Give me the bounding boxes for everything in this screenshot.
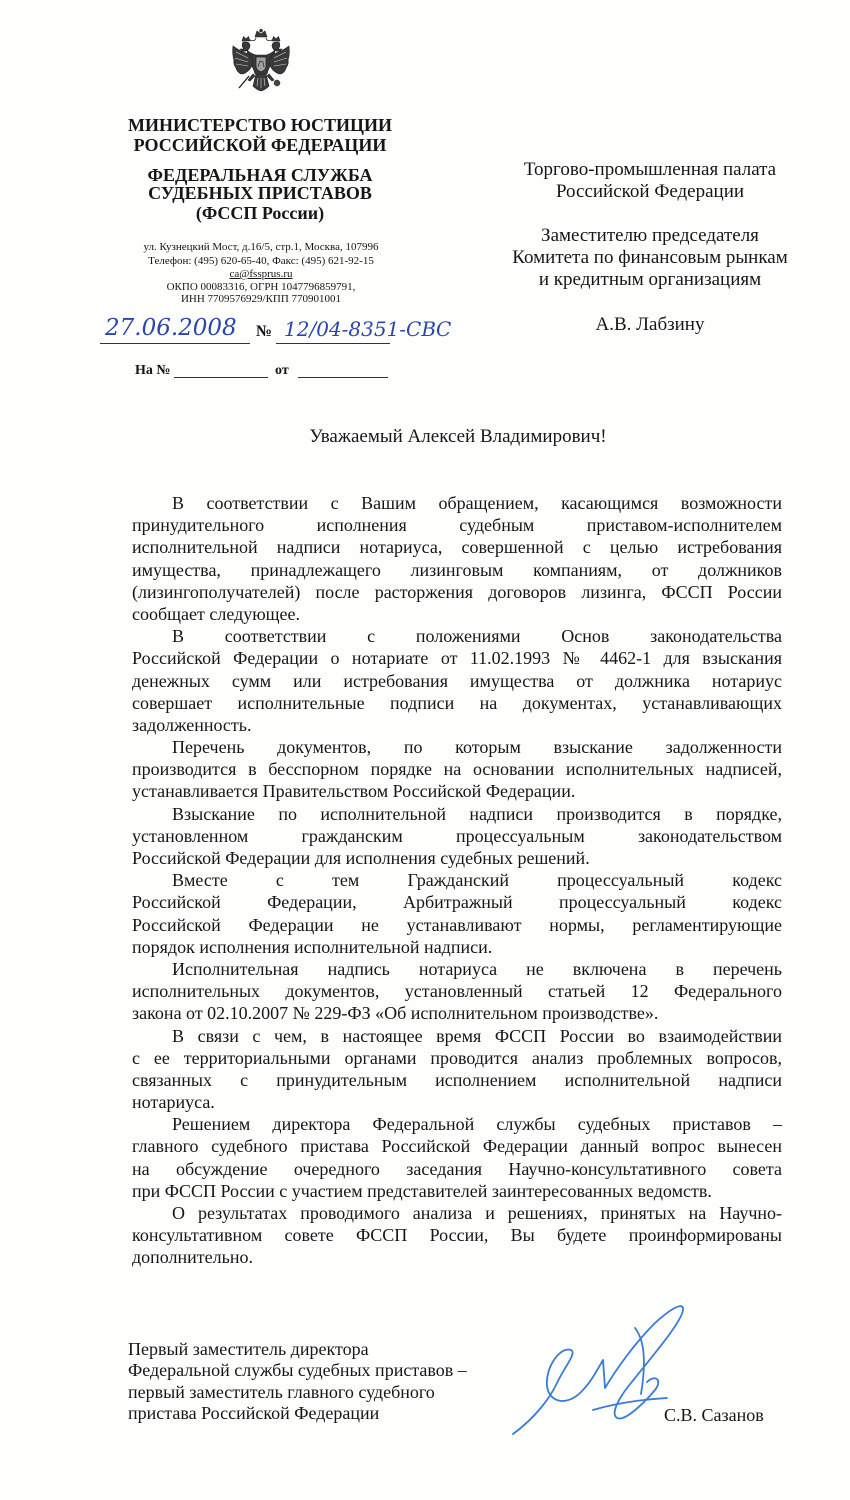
service-line: СУДЕБНЫХ ПРИСТАВОВ (148, 183, 372, 203)
service-line: ФЕДЕРАЛЬНАЯ СЛУЖБА (147, 165, 373, 185)
text-line: Вместе с тем Гражданский процессуальный кодекс (172, 870, 782, 891)
text-line: установленном гражданским процессуальным законодательством (132, 825, 782, 846)
date-underline (100, 343, 250, 344)
text-line: при ФССП России с участием представителей заинтересованных ведомств. (132, 1180, 712, 1201)
text-line: консультативном совете ФССП России, Вы будете проинформированы (132, 1225, 782, 1246)
recipient-name: А.В. Лабзину (595, 314, 705, 335)
number-underline (276, 343, 390, 344)
coat-of-arms-icon (229, 28, 293, 98)
text-line: производится в бесспорном порядке на основании исполнительных надписей, (132, 759, 782, 780)
text-line: на обсуждение очередного заседания Научно-консультативного совета (132, 1158, 782, 1179)
letter-body (132, 492, 782, 1269)
sender-email-row (108, 268, 414, 281)
text-line: (лизингополучателей) после расторжения договоров лизинга, ФССП России (132, 581, 782, 602)
ministry-line: РОССИЙСКОЙ ФЕДЕРАЦИИ (133, 135, 387, 155)
text-line: принудительного исполнения судебным приставом-исполнителем (132, 515, 782, 536)
salutation: Уважаемый Алексей Владимирович! (309, 426, 607, 447)
text-line: О результатах проводимого анализа и решениях, принятых на Научно- (172, 1203, 782, 1223)
recipient-organization: Торгово-промышленная палата (523, 159, 777, 180)
body-paragraph (132, 1113, 782, 1202)
recipient-organization: Российской Федерации (555, 181, 745, 202)
text-line: устанавливается Правительством Российской Федерации. (132, 781, 576, 802)
reference-date-label: от (275, 363, 289, 378)
sender-address: ул. Кузнецкий Мост, д.16/5, стр.1, Москва, 107996 (143, 241, 379, 253)
body-paragraph (132, 625, 782, 736)
sender-codes-line: ОКПО 00083316, ОГРН 1047796859791, (166, 281, 356, 293)
text-line: закона от 02.10.2007 № 229-ФЗ «Об исполнительном производстве». (132, 1003, 659, 1024)
reference-date-blank (298, 377, 388, 378)
signatory-title-line: Федеральной службы судебных приставов – (128, 1360, 467, 1380)
text-line: Исполнительная надпись нотариуса не включена в перечень (172, 958, 782, 979)
signatory-title-line: первый заместитель главного судебного (128, 1382, 435, 1402)
text-line: главного судебного пристава Российской Федерации данный вопрос вынесен (132, 1136, 782, 1157)
text-line: дополнительно. (132, 1247, 253, 1268)
body-paragraph (132, 958, 782, 1025)
sender-codes-line: ИНН 7709576929/КПП 770901001 (180, 293, 342, 305)
text-line: исполнительной надписи нотариуса, совершенной с целью истребования (132, 537, 782, 558)
text-line: совершает исполнительные подписи на документах, устанавливающих (132, 692, 782, 713)
reference-number-label: На № (135, 363, 171, 378)
text-line: порядок исполнения исполнительной надписи. (132, 936, 493, 957)
text-line: нотариуса. (132, 1092, 215, 1113)
recipient-position: Заместителю председателя (541, 225, 759, 246)
text-line: сообщает следующее. (132, 603, 301, 624)
text-line: с ее территориальными органами проводится анализ проблемных вопросов, (132, 1047, 782, 1068)
body-paragraph (132, 1025, 782, 1114)
body-paragraph (132, 1202, 782, 1269)
body-paragraph (132, 736, 782, 803)
text-line: Российской Федерации не устанавливают нормы, регламентирующие (132, 914, 782, 935)
body-paragraph (132, 869, 782, 958)
text-line: Решением директора Федеральной службы судебных приставов – (172, 1114, 782, 1135)
text-line: связанных с принудительным исполнением исполнительной надписи (132, 1069, 782, 1090)
outgoing-date: 27.06.2008 (105, 315, 237, 341)
text-line: Российской Федерации для исполнения судебных решений. (132, 848, 590, 868)
signatory-title-line: Первый заместитель директора (128, 1339, 369, 1359)
text-line: денежных сумм или истребования имущества от должника нотариус (132, 670, 782, 691)
text-line: В соответствии с Вашим обращением, касающимся возможности (172, 493, 782, 513)
outgoing-number: 12/04-8351-СВС (284, 317, 452, 341)
text-line: исполнительных документов, установленный статьей 12 Федерального (132, 981, 782, 1002)
text-line: Перечень документов, по которым взыскание задолженности (172, 737, 782, 758)
signatory-title-line: пристава Российской Федерации (128, 1403, 380, 1423)
text-line: В соответствии с положениями Основ законодательства (172, 626, 782, 647)
body-paragraph (132, 492, 782, 625)
reference-number-blank (174, 377, 268, 378)
sender-email: ca@fssprus.ru (229, 268, 293, 280)
recipient-position: и кредитным организациям (538, 269, 762, 290)
ministry-line: МИНИСТЕРСТВО ЮСТИЦИИ (127, 115, 392, 135)
text-line: Российской Федерации, Арбитражный процессуальный кодекс (132, 892, 782, 913)
sender-phone-fax: Телефон: (495) 620-65-40, Факс: (495) 621-92-15 (148, 255, 374, 267)
recipient-position: Комитета по финансовым рынкам (512, 247, 788, 268)
text-line: В связи с чем, в настоящее время ФССП России во взаимодействии (172, 1025, 782, 1046)
text-line: имущества, принадлежащего лизинговым компаниям, от должников (132, 559, 782, 580)
text-line: задолженность. (132, 714, 252, 735)
text-line: Российской Федерации о нотариате от 11.02.1993 № 4462-1 для взыскания (132, 648, 782, 669)
text-line: Взыскание по исполнительной надписи производится в порядке, (172, 803, 782, 824)
number-sign: № (256, 323, 273, 340)
service-abbreviation: (ФССП России) (195, 203, 325, 223)
signatory-name: С.В. Сазанов (664, 1405, 764, 1425)
body-paragraph (132, 803, 782, 870)
